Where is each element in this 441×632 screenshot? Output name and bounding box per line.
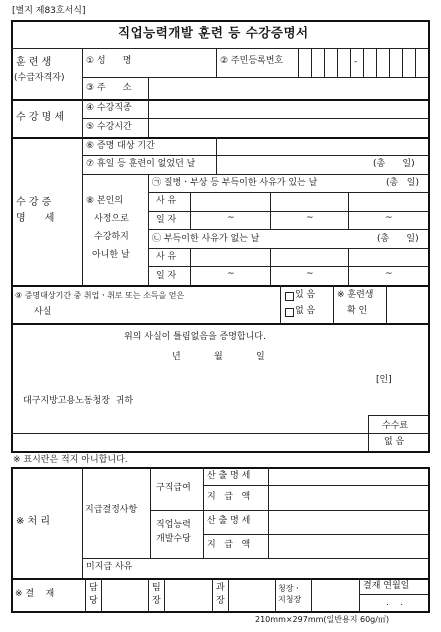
border-left <box>11 20 13 452</box>
employment-question-2: 사실 <box>34 307 52 317</box>
attendance-label: 수 강 증 <box>16 197 52 208</box>
trainee-confirm-label: ※ 훈련생 <box>337 290 374 300</box>
sub-a-total: (총 일) <box>386 178 419 188</box>
absent-label-2: 사정으로 <box>94 214 129 224</box>
sub-b-label: ㉡ 부득이한 사유가 없는 날 <box>152 234 260 244</box>
name-field[interactable] <box>150 50 214 75</box>
address-label: ③ 주 소 <box>86 83 132 93</box>
decision-label: 지급결정사항 <box>85 505 138 515</box>
period-label: ⑥ 증명 대상 기간 <box>86 141 155 151</box>
trainee-confirm-label-2: 확 인 <box>347 306 368 316</box>
job-seeking-amount-label: 지 급 액 <box>207 492 251 502</box>
address-field[interactable] <box>150 79 426 97</box>
fee-label: 수수료 <box>382 421 409 431</box>
employment-yes-checkbox[interactable] <box>285 292 294 301</box>
holiday-total: (총 일) <box>373 159 415 169</box>
border-bottom <box>11 451 430 453</box>
sub-a-reason-label: 사 유 <box>156 196 177 206</box>
sub-a-date-label: 일 자 <box>156 215 177 225</box>
approval-head-label: 청장ㆍ <box>278 584 302 593</box>
approval-head-label-2: 지청장 <box>278 595 302 604</box>
certification-statement: 위의 사실이 틀림없음을 증명합니다. <box>124 332 266 342</box>
course-time-field[interactable] <box>150 120 426 135</box>
course-type-field[interactable] <box>150 101 426 116</box>
trainee-label: 훈 련 생 <box>16 57 52 68</box>
trainee-confirm-field[interactable] <box>388 287 426 321</box>
employment-no-label: 없 음 <box>295 306 316 316</box>
approval-section-chief: 과 장 <box>216 583 225 606</box>
training-period-label: 산 출 명 세 <box>207 516 251 526</box>
sub-a-tilde-3: ~ <box>385 213 393 223</box>
approval-date-label: 결재 연월일 <box>363 581 410 591</box>
holiday-label: ⑦ 휴일 등 훈련이 없었던 날 <box>86 159 196 169</box>
paper-spec: 210mm×297mm(일반용지 60g/㎡) <box>255 615 390 624</box>
recipient: 대구지방고용노동청장 귀하 <box>23 396 134 406</box>
approval-staff: 담 당 <box>89 583 98 606</box>
course-time-label: ⑤ 수강시간 <box>86 122 132 132</box>
approval-date-dots: . . <box>386 598 404 608</box>
processing-label: ※ 처 리 <box>16 516 51 527</box>
cert-day: 일 <box>256 352 265 362</box>
training-label-1: 직업능력 <box>156 520 191 530</box>
trainee-sublabel: (수급자격자) <box>14 73 65 83</box>
sub-b-tilde-2: ~ <box>306 269 314 279</box>
employment-no-checkbox[interactable] <box>285 308 294 317</box>
employment-yes-label: 있 음 <box>295 290 316 300</box>
seal-mark: [인] <box>376 375 392 385</box>
name-label: ① 성 명 <box>86 56 132 66</box>
sub-a-tilde-1: ~ <box>227 213 235 223</box>
sub-b-tilde-1: ~ <box>227 269 235 279</box>
border-right <box>428 20 430 452</box>
job-seeking-label: 구직급여 <box>156 483 191 493</box>
form-number: [별지 제83호서식] <box>12 6 86 16</box>
rrn-label: ② 주민등록번호 <box>220 56 284 66</box>
sub-b-reason-label: 사 유 <box>156 252 177 262</box>
absent-label-3: 수강하지 <box>94 232 129 242</box>
fee-value: 없 음 <box>384 437 405 447</box>
period-field[interactable] <box>218 139 426 153</box>
attendance-sublabel: 명 세 <box>16 213 55 224</box>
absent-label-4: 아니한 날 <box>92 250 130 260</box>
sub-b-total: (총 일) <box>377 234 419 244</box>
sub-b-tilde-3: ~ <box>385 269 393 279</box>
office-note: ※ 표시란은 적지 아니합니다. <box>13 455 128 465</box>
course-type-label: ④ 수강직종 <box>86 103 132 113</box>
approval-label: ※ 결 재 <box>15 589 55 599</box>
sub-a-label: ㉠ 질병ㆍ부상 등 부득이한 사유가 있는 날 <box>152 178 318 188</box>
course-label: 수 강 명 세 <box>16 112 65 123</box>
border-top <box>11 20 429 22</box>
employment-question: ⑨ 증명대상기간 중 취업ㆍ취로 또는 소득을 얻은 <box>15 291 185 300</box>
rrn-dash: - <box>354 57 358 67</box>
unpaid-label: 미지급 사유 <box>86 562 133 572</box>
cert-year: 년 <box>172 352 181 362</box>
form-title: 직업능력개발 훈련 등 수강증명서 <box>118 25 309 40</box>
approval-team-lead: 팀 장 <box>152 583 161 606</box>
training-amount-label: 지 급 액 <box>207 540 251 550</box>
training-label-2: 개발수당 <box>156 534 191 544</box>
sub-b-date-label: 일 자 <box>156 271 177 281</box>
job-seeking-period-label: 산 출 명 세 <box>207 471 251 481</box>
cert-month: 월 <box>214 352 223 362</box>
absent-label-1: ⑧ 본인의 <box>86 196 124 206</box>
sub-a-tilde-2: ~ <box>306 213 314 223</box>
